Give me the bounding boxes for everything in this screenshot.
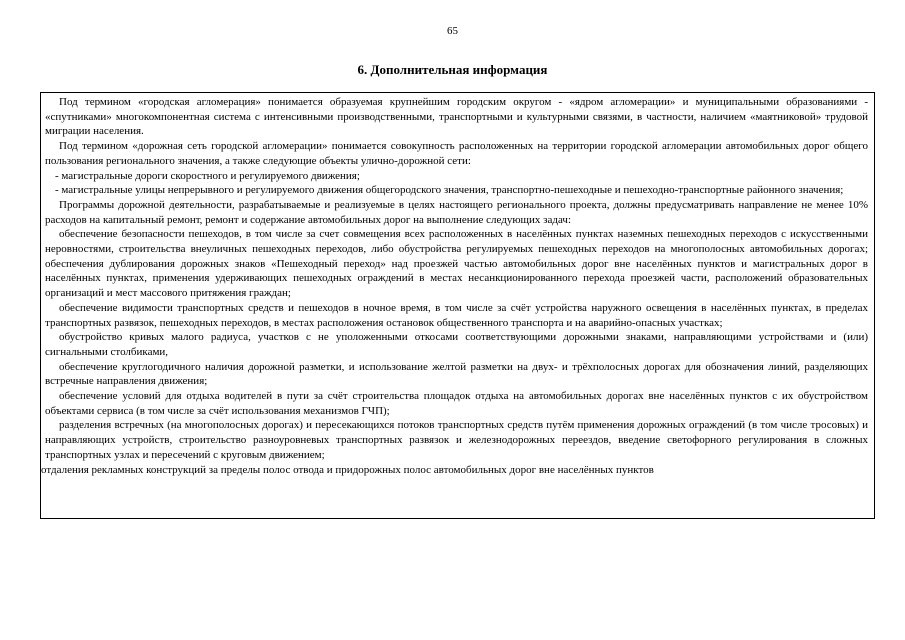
section-title: 6. Дополнительная информация: [357, 62, 548, 77]
paragraph-agglomeration-definition: Под термином «городская агломерация» понимается образуемая крупнейшим городским округом - «ядром агломерации» и муниципальными образованиями - «спутниками» многокомпонентная система с интенсивными производственными, транспортными и культурными связями, в частности, наличием «маятниковой» трудовой миграции населения.: [45, 96, 868, 138]
list-item-express-roads: - магистральные дороги скоростного и регулируемого движения;: [55, 169, 360, 182]
task-pedestrian-safety: обеспечение безопасности пешеходов, в том числе за счет совмещения всех расположенных в населённых пунктах наземных пешеходных переходов с искусственными неровностями, строительства внеуличных пешеходных переходов, либо обустройства регулируемых пешеходных переходов на многополосных автомобильных дорогах; обеспечения дублирования дорожных знаков «Пешеходный переход» над проезжей частью автомобильных дорог вне населённых пунктов и магистральных дорог в населённых пунктах, применения удерживающих пешеходных ограждений в местах несанкционированного перехода проезжей части, расположений образовательных организаций и мест массового притяжения граждан;: [45, 228, 868, 300]
task-road-markings: обеспечение круглогодичного наличия дорожной разметки, и использование желтой разметки на двух- и трёхполосных дорогах для обозначения линий, разделяющих встречные направления движения;: [45, 360, 868, 388]
info-box: [40, 92, 875, 519]
task-night-visibility: обеспечение видимости транспортных средств и пешеходов в ночное время, в том числе за счёт устройства наружного освещения в населённых пунктах, в пределах транспортных развязок, пешеходных переходов, в местах расположения остановок общественного транспорта и на аварийно-опасных участках;: [45, 301, 868, 329]
task-traffic-separation: разделения встречных (на многополосных дорогах) и пересекающихся потоков транспортных средств путём применения дорожных ограждений (в том числе тросовых) и направляющих устройств, строительство разноуровневых транспортных развязок и железнодорожных переездов, введение светофорного регулирования в сложных транспортных узлах и пересечений с круговым движением;: [45, 419, 868, 461]
page-number: 65: [447, 25, 458, 37]
paragraph-road-programs: Программы дорожной деятельности, разрабатываемые и реализуемые в целях настоящего регионального проекта, должны предусматривать направление не менее 10% расходов на капитальный ремонт, ремонт и содержание автомобильных дорог на выполнение следующих задач:: [45, 198, 868, 226]
task-curve-marking: обустройство кривых малого радиуса, участков с не уположенными откосами соответствующими дорожными знаками, направляющими устройствами и (или) сигнальными столбиками,: [45, 331, 868, 358]
list-item-main-streets: - магистральные улицы непрерывного и регулируемого движения общегородского значения, транспортно-пешеходные и пешеходно-транспортные районного значения;: [55, 184, 844, 197]
task-driver-rest: обеспечение условий для отдыха водителей в пути за счёт строительства площадок отдыха на автомобильных дорогах вне населённых пунктов с их обустройством объектами сервиса (в том числе за счёт использования механизмов ГЧП);: [45, 390, 868, 417]
task-advertising-removal: отдаления рекламных конструкций за пределы полос отвода и придорожных полос автомобильных дорог вне населённых пунктов: [41, 463, 654, 476]
paragraph-road-network-definition: Под термином «дорожная сеть городской агломерации» понимается совокупность расположенных на территории городской агломерации автомобильных дорог общего пользования регионального значения, а также следующие объекты улично-дорожной сети:: [45, 140, 868, 167]
